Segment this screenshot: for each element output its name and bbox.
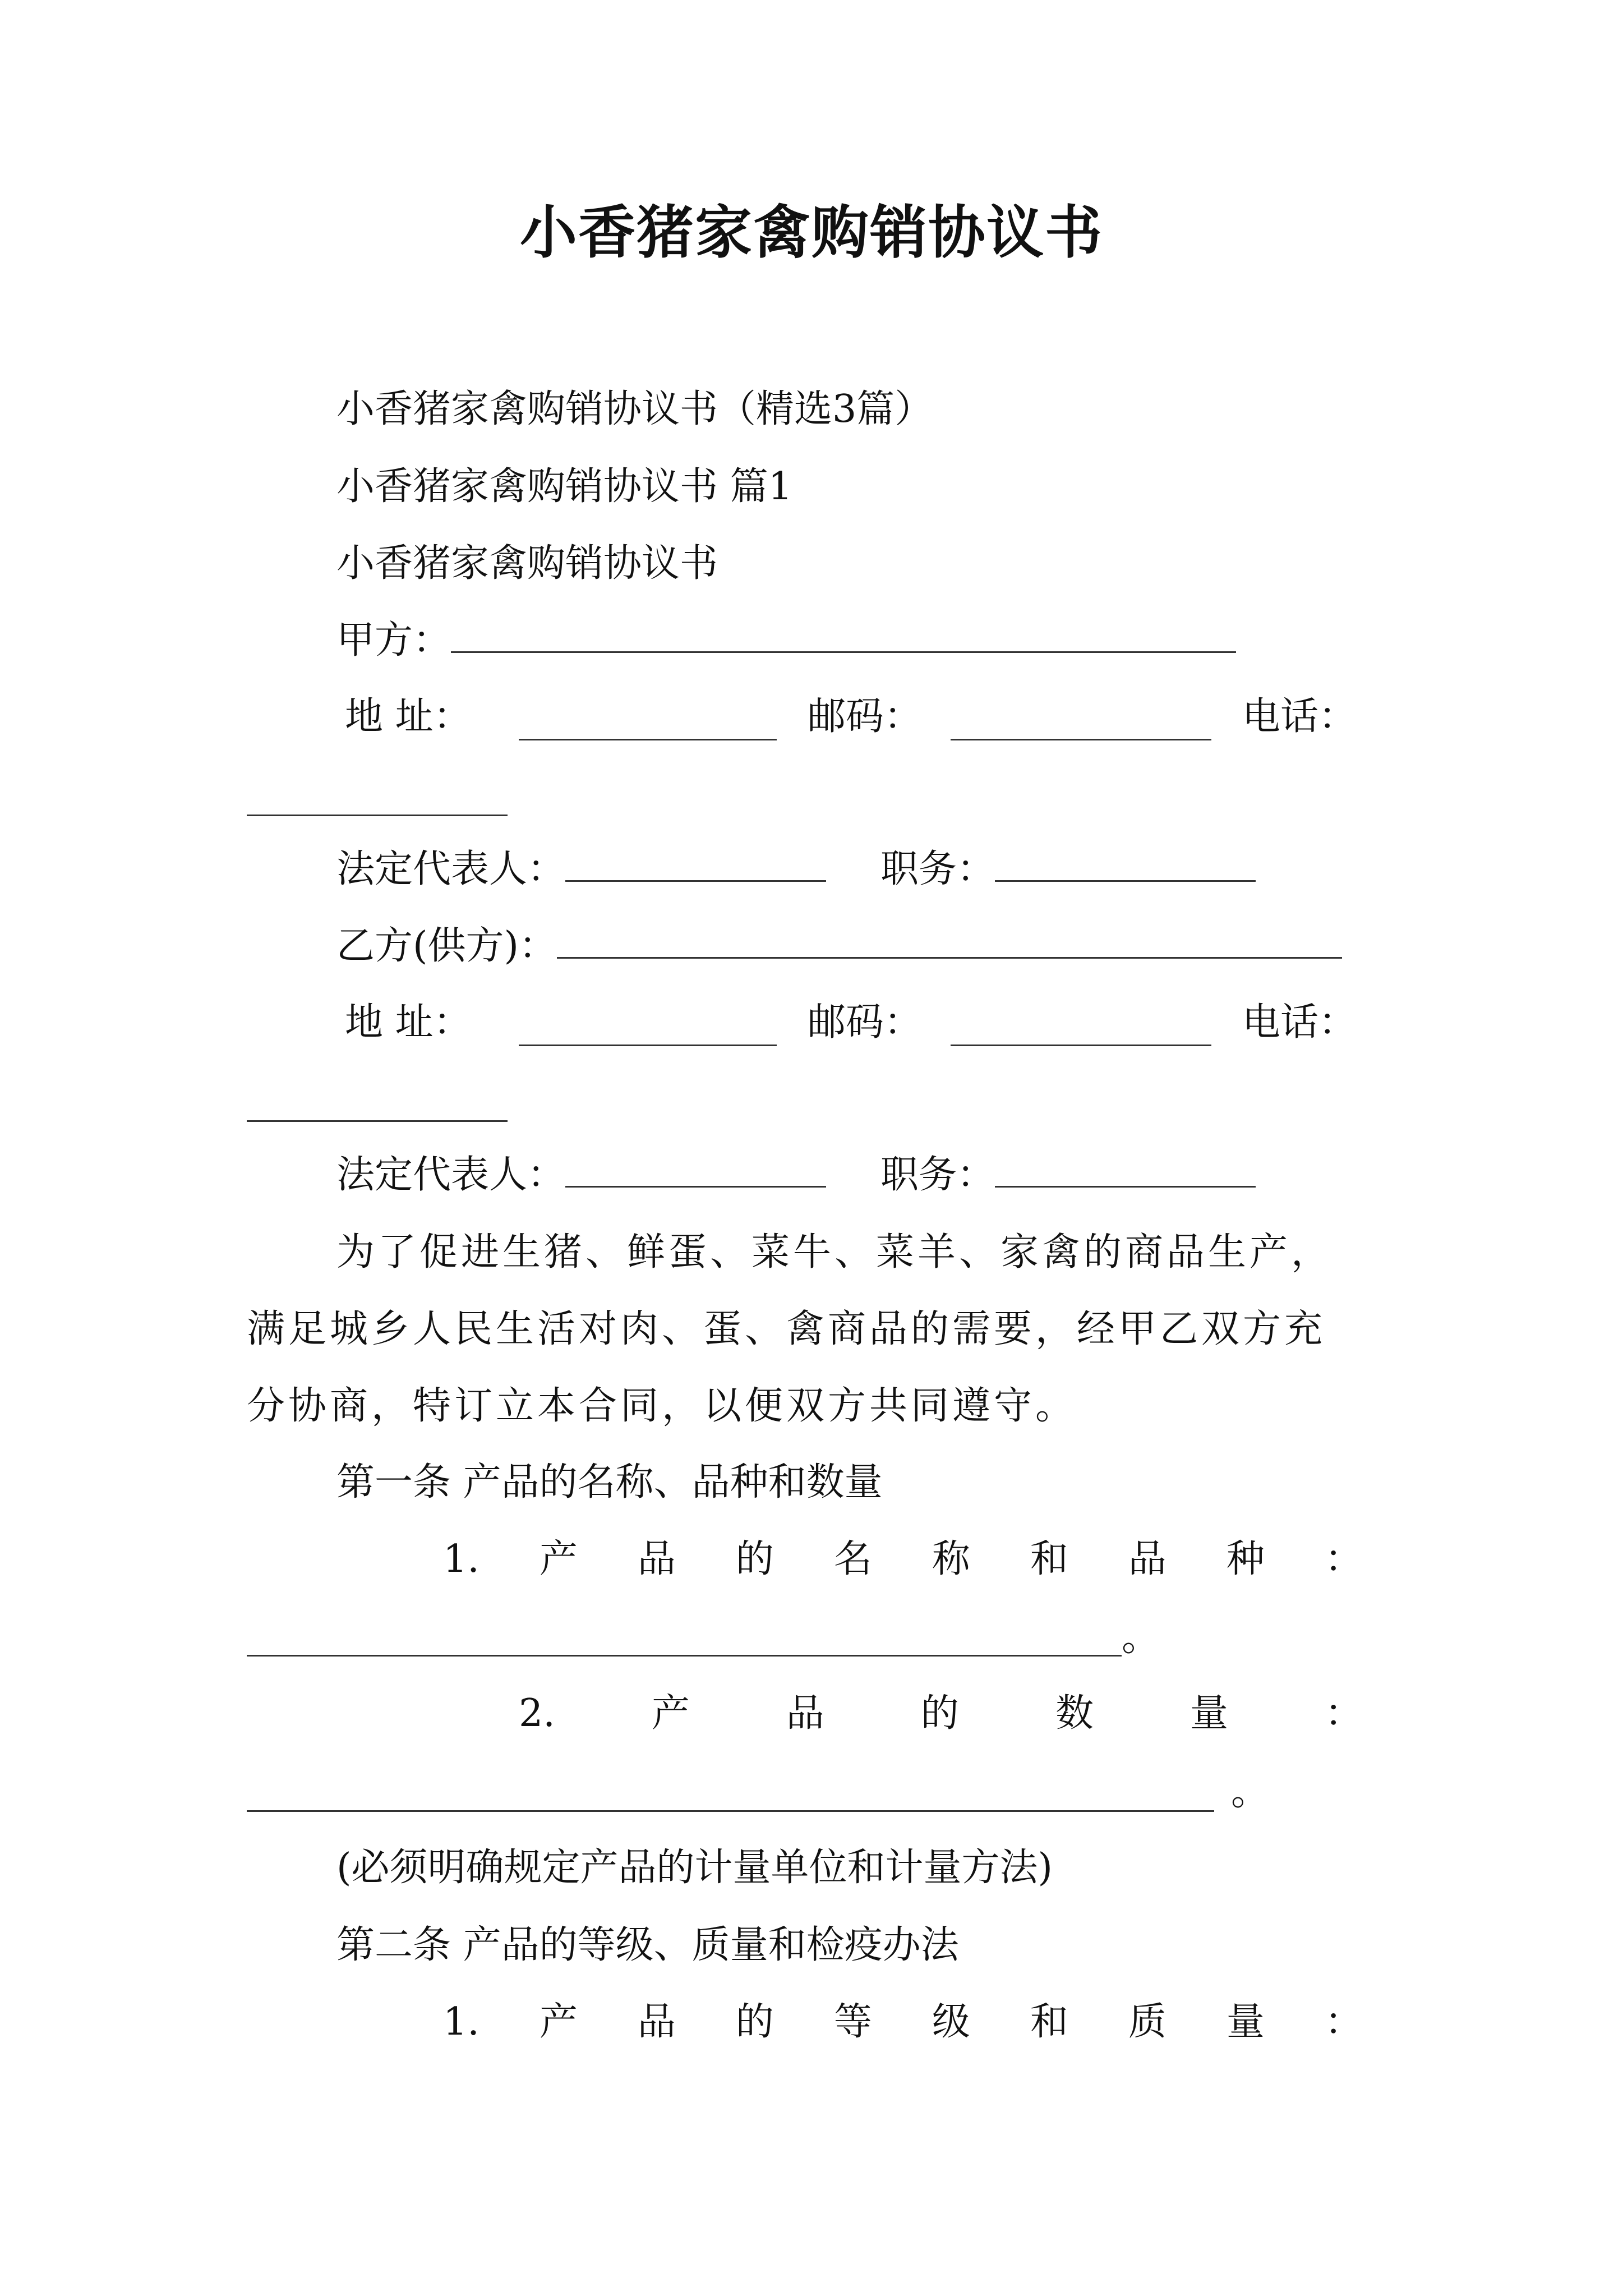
item-1-char: 称 — [932, 1537, 970, 1581]
legal-rep-b-label: 法定代表人： — [336, 1153, 566, 1197]
item-1-char: 和 — [1030, 1537, 1068, 1581]
postcode-b-label: 邮码： — [808, 1000, 923, 1045]
position-b-blank — [995, 1151, 1256, 1188]
item-3-char: 量 — [1226, 2000, 1265, 2044]
item-3-char: 品 — [637, 2000, 676, 2044]
legal-rep-a-row — [336, 841, 826, 898]
address-a-label: 地 址： — [345, 694, 472, 739]
item-1-period: 。 — [1122, 1616, 1160, 1660]
item-2-blank — [247, 1809, 1214, 1812]
position-b-row — [880, 1147, 1256, 1203]
item-2-char: 数 — [1055, 1691, 1094, 1736]
postcode-a-blank — [951, 738, 1211, 740]
phone-b-label: 电话： — [1242, 1000, 1357, 1045]
article-2-heading: 第二条 产品的等级、质量和检疫办法 — [336, 1923, 959, 1967]
legal-rep-b-blank — [565, 1151, 826, 1188]
purpose-line-3: 分协商，特订立本合同，以便双方共同遵守。 — [247, 1384, 1077, 1428]
article-1-item-2 — [519, 1686, 1363, 1742]
party-a-blank — [451, 616, 1236, 653]
item-3-char: ： — [1324, 2000, 1363, 2044]
item-1-char: 名 — [833, 1537, 872, 1581]
item-1-blank — [247, 1654, 1122, 1657]
item-3-char: 和 — [1030, 2000, 1068, 2044]
item-3-char: 产 — [539, 2000, 578, 2044]
purpose-line-2: 满足城乡人民生活对肉、蛋、禽商品的需要，经甲乙双方充 — [247, 1307, 1326, 1351]
agreement-heading: 小香猪家禽购销协议书 — [336, 541, 718, 586]
address-a-blank — [519, 738, 777, 740]
legal-rep-b-row — [336, 1147, 826, 1203]
document-title: 小香猪家禽购销协议书 — [520, 199, 1103, 266]
item-2-period: 。 — [1231, 1770, 1270, 1814]
party-b-row — [336, 918, 1342, 974]
party-b-blank — [557, 922, 1342, 959]
item-1-char: 品 — [637, 1537, 676, 1581]
purpose-line-1: 为了促进生猪、鲜蛋、菜牛、菜羊、家禽的商品生产， — [336, 1230, 1333, 1274]
subtitle-line: 小香猪家禽购销协议书（精选3篇） — [336, 387, 933, 431]
item-3-char: 1. — [443, 2000, 479, 2044]
item-2-char: 产 — [651, 1691, 690, 1736]
postcode-a-label: 邮码： — [808, 694, 923, 739]
item-3-char: 等 — [833, 2000, 872, 2044]
item-1-char: 产 — [539, 1537, 578, 1581]
item-2-char: 的 — [920, 1691, 959, 1736]
party-a-row — [336, 613, 1236, 669]
part-heading: 小香猪家禽购销协议书 篇1 — [336, 464, 792, 509]
item-3-char: 级 — [932, 2000, 970, 2044]
phone-b-blank — [247, 1119, 508, 1122]
item-3-char: 质 — [1128, 2000, 1166, 2044]
item-2-char: 品 — [786, 1691, 824, 1736]
legal-rep-a-blank — [565, 845, 826, 882]
address-b-blank — [519, 1043, 777, 1046]
item-2-char: 量 — [1189, 1691, 1228, 1736]
item-1-char: 的 — [735, 1537, 774, 1581]
phone-a-label: 电话： — [1242, 694, 1357, 739]
position-a-label: 职务： — [880, 847, 995, 891]
measurement-note: (必须明确规定产品的计量单位和计量方法) — [336, 1846, 1053, 1890]
party-b-label: 乙方(供方)： — [336, 924, 557, 968]
item-2-char: 2. — [519, 1691, 555, 1736]
article-2-item-1 — [443, 1994, 1363, 2050]
item-3-char: 的 — [735, 2000, 774, 2044]
phone-a-blank — [247, 813, 508, 816]
item-1-char: 种 — [1226, 1537, 1265, 1581]
article-1-heading: 第一条 产品的名称、品种和数量 — [336, 1460, 883, 1504]
position-a-blank — [995, 845, 1256, 882]
item-1-char: ： — [1324, 1537, 1363, 1581]
item-1-char: 1. — [443, 1537, 479, 1581]
item-1-char: 品 — [1128, 1537, 1166, 1581]
article-1-item-1 — [443, 1531, 1363, 1588]
position-a-row — [880, 841, 1256, 898]
item-2-char: ： — [1324, 1691, 1363, 1736]
legal-rep-a-label: 法定代表人： — [336, 847, 566, 891]
address-b-label: 地 址： — [345, 1000, 472, 1045]
position-b-label: 职务： — [880, 1153, 995, 1197]
party-a-label: 甲方： — [336, 618, 451, 662]
postcode-b-blank — [951, 1043, 1211, 1046]
